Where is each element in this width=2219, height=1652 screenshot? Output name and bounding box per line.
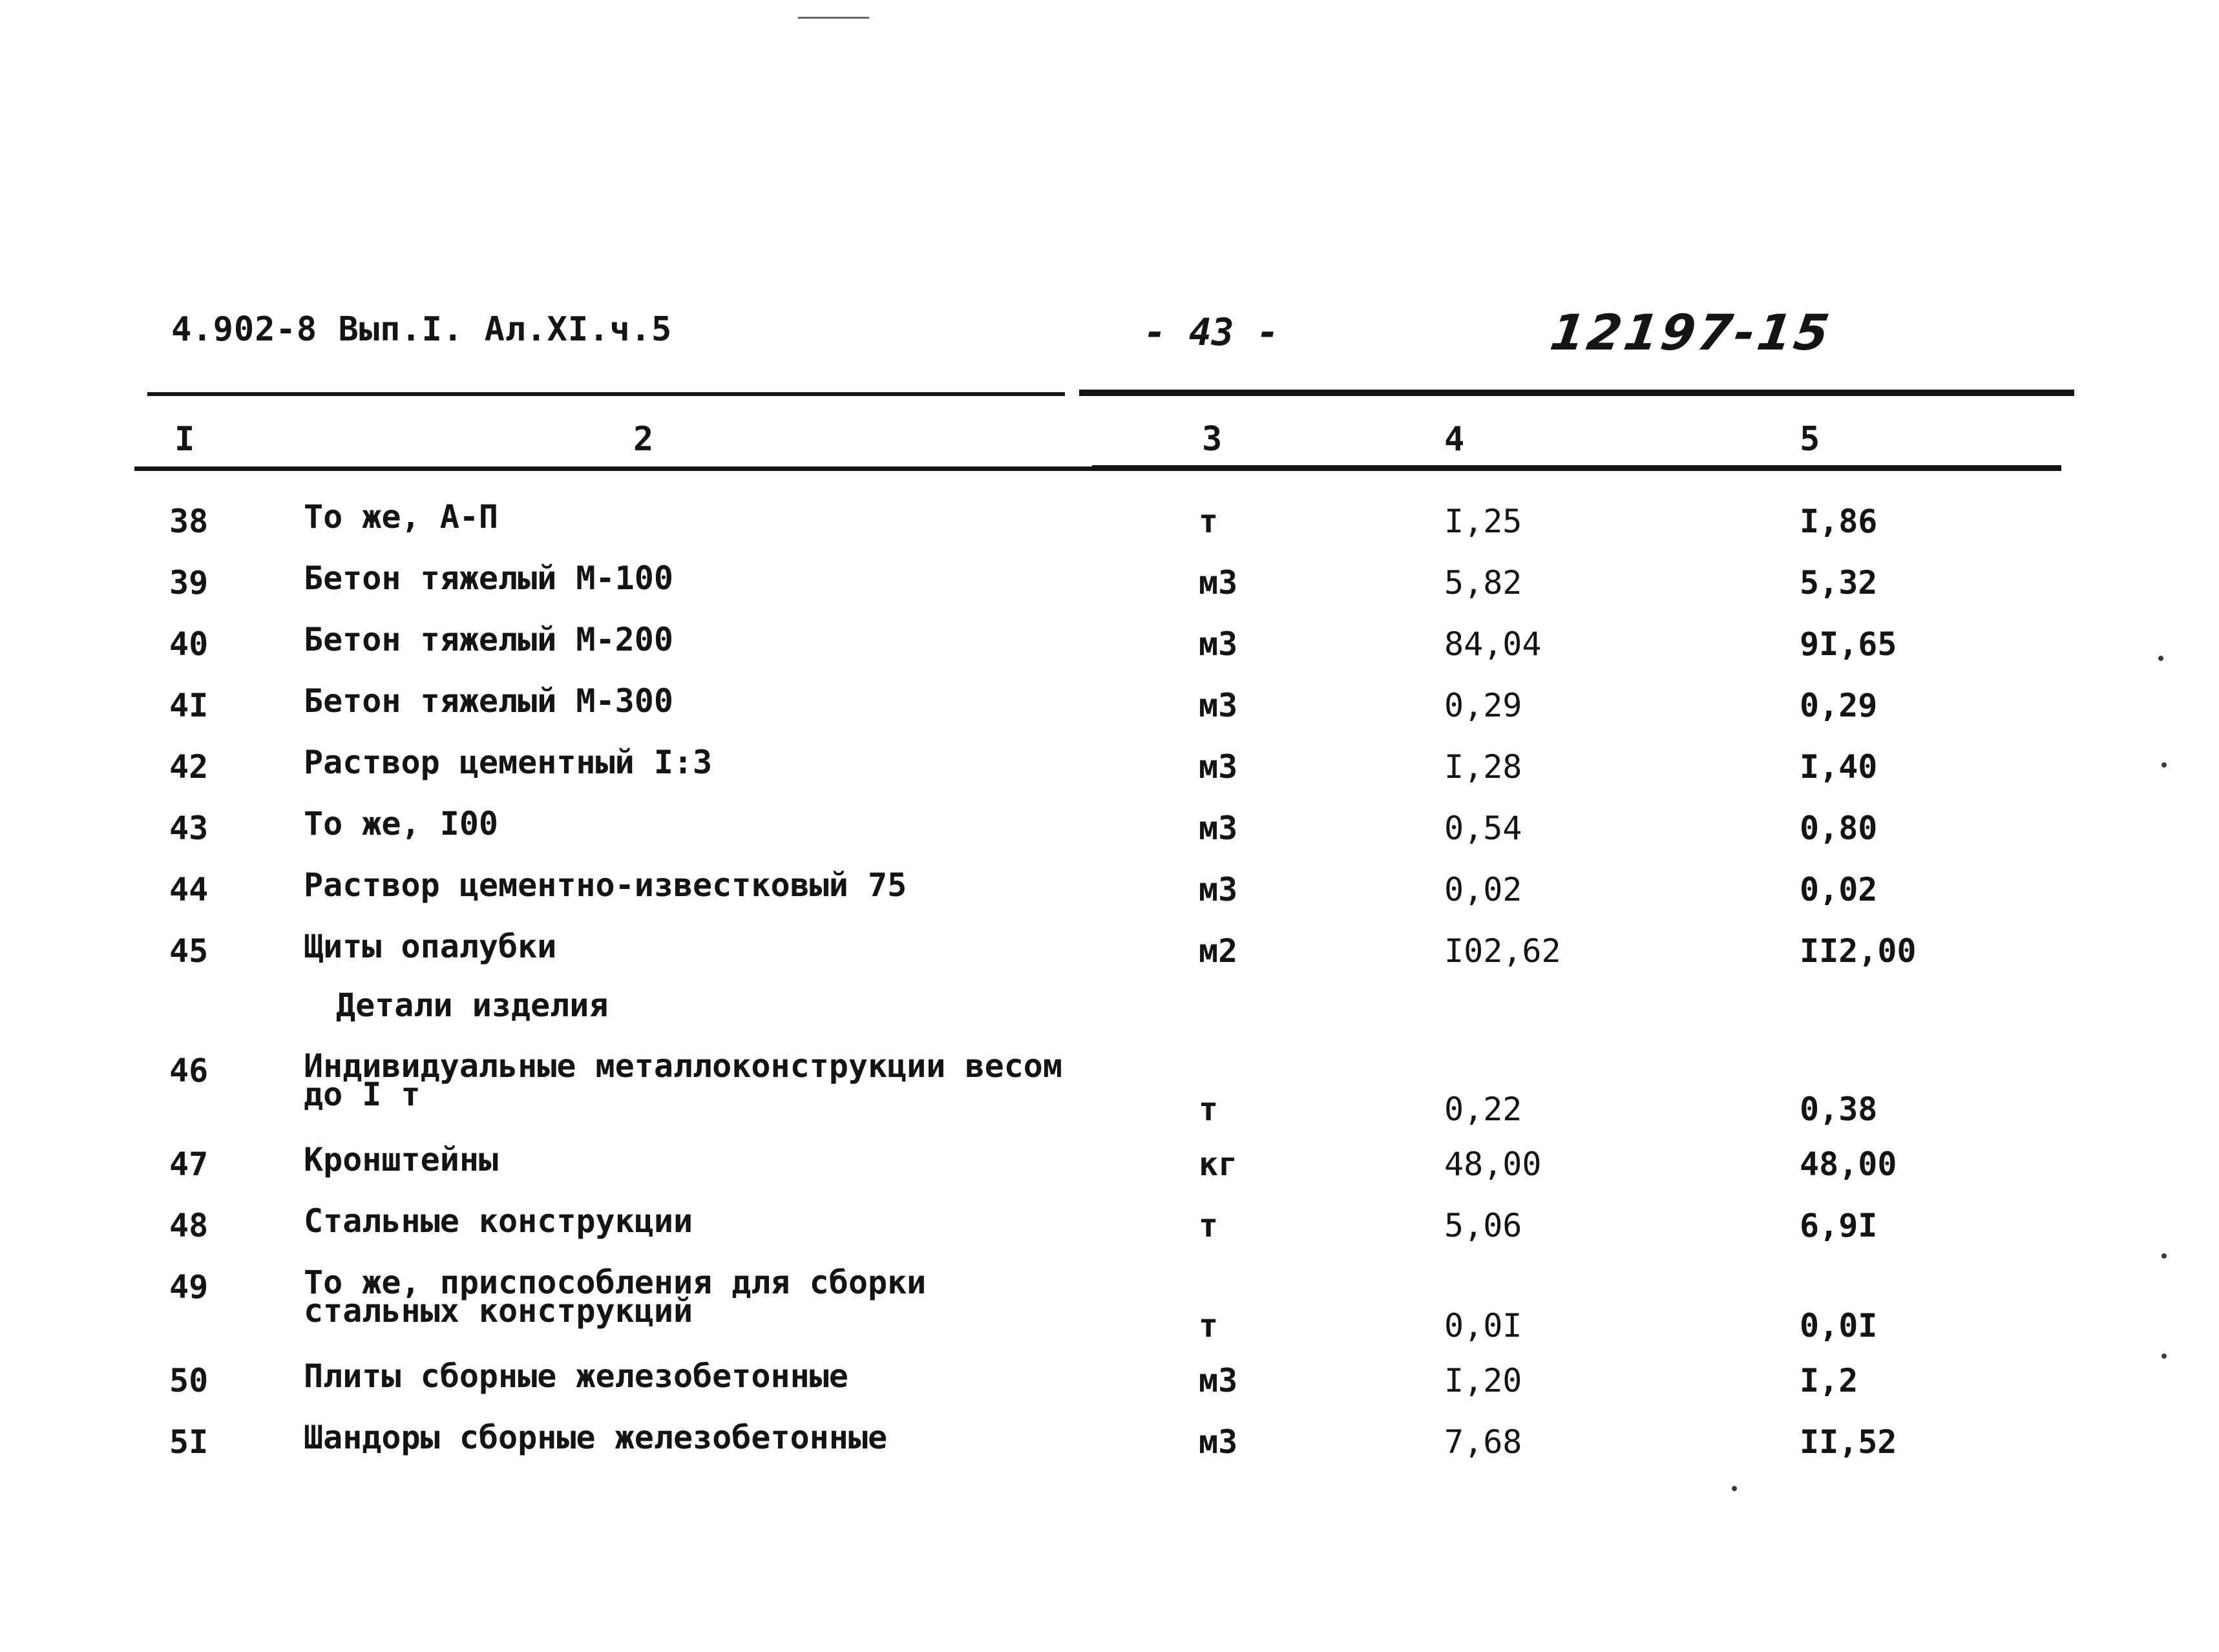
quantity-col-5: 48,00 [1800, 1145, 1897, 1183]
scan-speck [2161, 1354, 2167, 1359]
quantity-col-4: 48,00 [1444, 1145, 1542, 1183]
quantity-col-4: 84,04 [1444, 625, 1542, 663]
section-heading-row [0, 982, 2219, 1040]
scan-speck [2161, 762, 2167, 768]
quantity-col-5: I,2 [1800, 1362, 1858, 1399]
row-number: 42 [169, 748, 209, 786]
row-number: 50 [169, 1362, 209, 1399]
table-row [0, 921, 2219, 982]
table-row [0, 1040, 2219, 1134]
item-name [304, 682, 673, 720]
unit-of-measure: т [1199, 1091, 1219, 1128]
item-name [304, 498, 499, 536]
quantity-col-4: I,28 [1444, 748, 1522, 786]
quantity-col-4: 7,68 [1444, 1423, 1522, 1461]
table-row [0, 1412, 2219, 1473]
item-name-line: Бетон тяжелый М-200 [304, 621, 673, 658]
row-number: 38 [169, 503, 209, 540]
quantity-col-5: 0,80 [1800, 810, 1878, 847]
table-row [0, 1350, 2219, 1412]
item-name [304, 1419, 888, 1456]
inventory-number: 12197-15 [1546, 304, 1835, 361]
quantity-col-5: 9I,65 [1800, 625, 1897, 663]
table-row [0, 552, 2219, 614]
item-name-line: То же, А-П [304, 498, 499, 536]
table-row [0, 859, 2219, 921]
row-number: 49 [169, 1268, 209, 1306]
item-name-line: Плиты сборные железобетонные [304, 1357, 848, 1395]
table-body [0, 491, 2219, 1473]
unit-of-measure: м3 [1199, 810, 1238, 847]
item-name-line: Раствор цементно-известковый 75 [304, 866, 907, 904]
table-row [0, 737, 2219, 798]
top-edge-mark [798, 17, 869, 19]
unit-of-measure: т [1199, 1207, 1219, 1244]
item-name-line: стальных конструкций [304, 1292, 693, 1330]
unit-of-measure: м2 [1199, 932, 1238, 970]
item-name-line: Раствор цементный I:3 [304, 744, 713, 781]
unit-of-measure: т [1199, 1307, 1219, 1344]
item-name [304, 559, 673, 597]
page-number: - 43 - [1144, 310, 1279, 354]
quantity-col-5: 0,0I [1800, 1307, 1878, 1344]
table-row [0, 1257, 2219, 1350]
item-name-line: Бетон тяжелый М-300 [304, 682, 673, 720]
quantity-col-4: I,25 [1444, 503, 1522, 540]
item-name [304, 866, 907, 904]
table-row [0, 798, 2219, 859]
row-number: 44 [169, 871, 209, 908]
unit-of-measure: м3 [1199, 687, 1238, 724]
section-heading: Детали изделия [336, 987, 609, 1024]
item-name [304, 621, 673, 658]
row-number: 4I [169, 687, 209, 724]
item-name-line: То же, I00 [304, 805, 499, 842]
document-code: 4.902-8 Вып.I. Ал.XI.ч.5 [171, 310, 673, 349]
quantity-col-4: 0,02 [1444, 871, 1522, 908]
quantity-col-4: 0,29 [1444, 687, 1522, 724]
item-name [304, 1264, 927, 1330]
unit-of-measure: кг [1199, 1145, 1238, 1183]
quantity-col-4: I02,62 [1444, 932, 1561, 970]
unit-of-measure: т [1199, 503, 1219, 540]
unit-of-measure: м3 [1199, 871, 1238, 908]
column-header-3: 3 [1202, 420, 1223, 459]
item-name-line: Индивидуальные металлоконструкции весом [304, 1047, 1062, 1085]
quantity-col-5: 5,32 [1800, 564, 1878, 601]
row-number: 39 [169, 564, 209, 601]
row-number: 5I [169, 1423, 209, 1461]
item-name-line: Шандоры сборные железобетонные [304, 1419, 888, 1456]
quantity-col-5: II2,00 [1800, 932, 1917, 970]
quantity-col-5: 0,38 [1800, 1091, 1878, 1128]
quantity-col-4: 0,54 [1444, 810, 1522, 847]
item-name [304, 928, 557, 965]
item-name [304, 1202, 693, 1240]
quantity-col-4: 5,82 [1444, 564, 1522, 601]
unit-of-measure: м3 [1199, 748, 1238, 786]
header-bottom-rule-left [134, 466, 1123, 471]
item-name-line: до I т [304, 1076, 421, 1113]
column-header-5: 5 [1800, 420, 1820, 459]
quantity-col-5: 6,9I [1800, 1207, 1878, 1244]
item-name [304, 805, 499, 842]
scan-speck [2161, 1253, 2167, 1259]
page-header [0, 304, 2219, 368]
item-name-line: Кронштейны [304, 1141, 499, 1178]
item-name [304, 1047, 1062, 1113]
item-name [304, 744, 713, 781]
header-bottom-rule-right [1092, 465, 2061, 471]
column-header-4: 4 [1444, 420, 1465, 459]
unit-of-measure: м3 [1199, 564, 1238, 601]
table-row [0, 614, 2219, 675]
row-number: 45 [169, 932, 209, 970]
quantity-col-5: II,52 [1800, 1423, 1897, 1461]
item-name-line: Щиты опалубки [304, 928, 557, 965]
table-row [0, 675, 2219, 737]
row-number: 43 [169, 810, 209, 847]
table-column-headers [0, 420, 2219, 459]
quantity-col-5: I,40 [1800, 748, 1878, 786]
table-row [0, 1195, 2219, 1257]
quantity-col-4: 0,22 [1444, 1091, 1522, 1128]
table-row [0, 491, 2219, 552]
row-number: 40 [169, 625, 209, 663]
unit-of-measure: м3 [1199, 1423, 1238, 1461]
unit-of-measure: м3 [1199, 1362, 1238, 1399]
table-top-rule-right [1079, 390, 2074, 396]
table-top-rule-left [147, 392, 1065, 396]
row-number: 48 [169, 1207, 209, 1244]
item-name-line: То же, приспособления для сборки [304, 1264, 927, 1301]
quantity-col-5: 0,29 [1800, 687, 1878, 724]
scan-speck [1732, 1486, 1737, 1491]
row-number: 47 [169, 1145, 209, 1183]
item-name-line: Бетон тяжелый М-100 [304, 559, 673, 597]
unit-of-measure: м3 [1199, 625, 1238, 663]
quantity-col-5: I,86 [1800, 503, 1878, 540]
quantity-col-4: 0,0I [1444, 1307, 1522, 1344]
item-name [304, 1141, 499, 1178]
column-header-2: 2 [633, 420, 654, 459]
quantity-col-4: I,20 [1444, 1362, 1522, 1399]
quantity-col-4: 5,06 [1444, 1207, 1522, 1244]
row-number: 46 [169, 1052, 209, 1089]
table-row [0, 1134, 2219, 1195]
scan-speck [2158, 656, 2163, 661]
item-name [304, 1357, 848, 1395]
item-name-line: Стальные конструкции [304, 1202, 693, 1240]
column-header-1: I [174, 420, 195, 459]
quantity-col-5: 0,02 [1800, 871, 1878, 908]
